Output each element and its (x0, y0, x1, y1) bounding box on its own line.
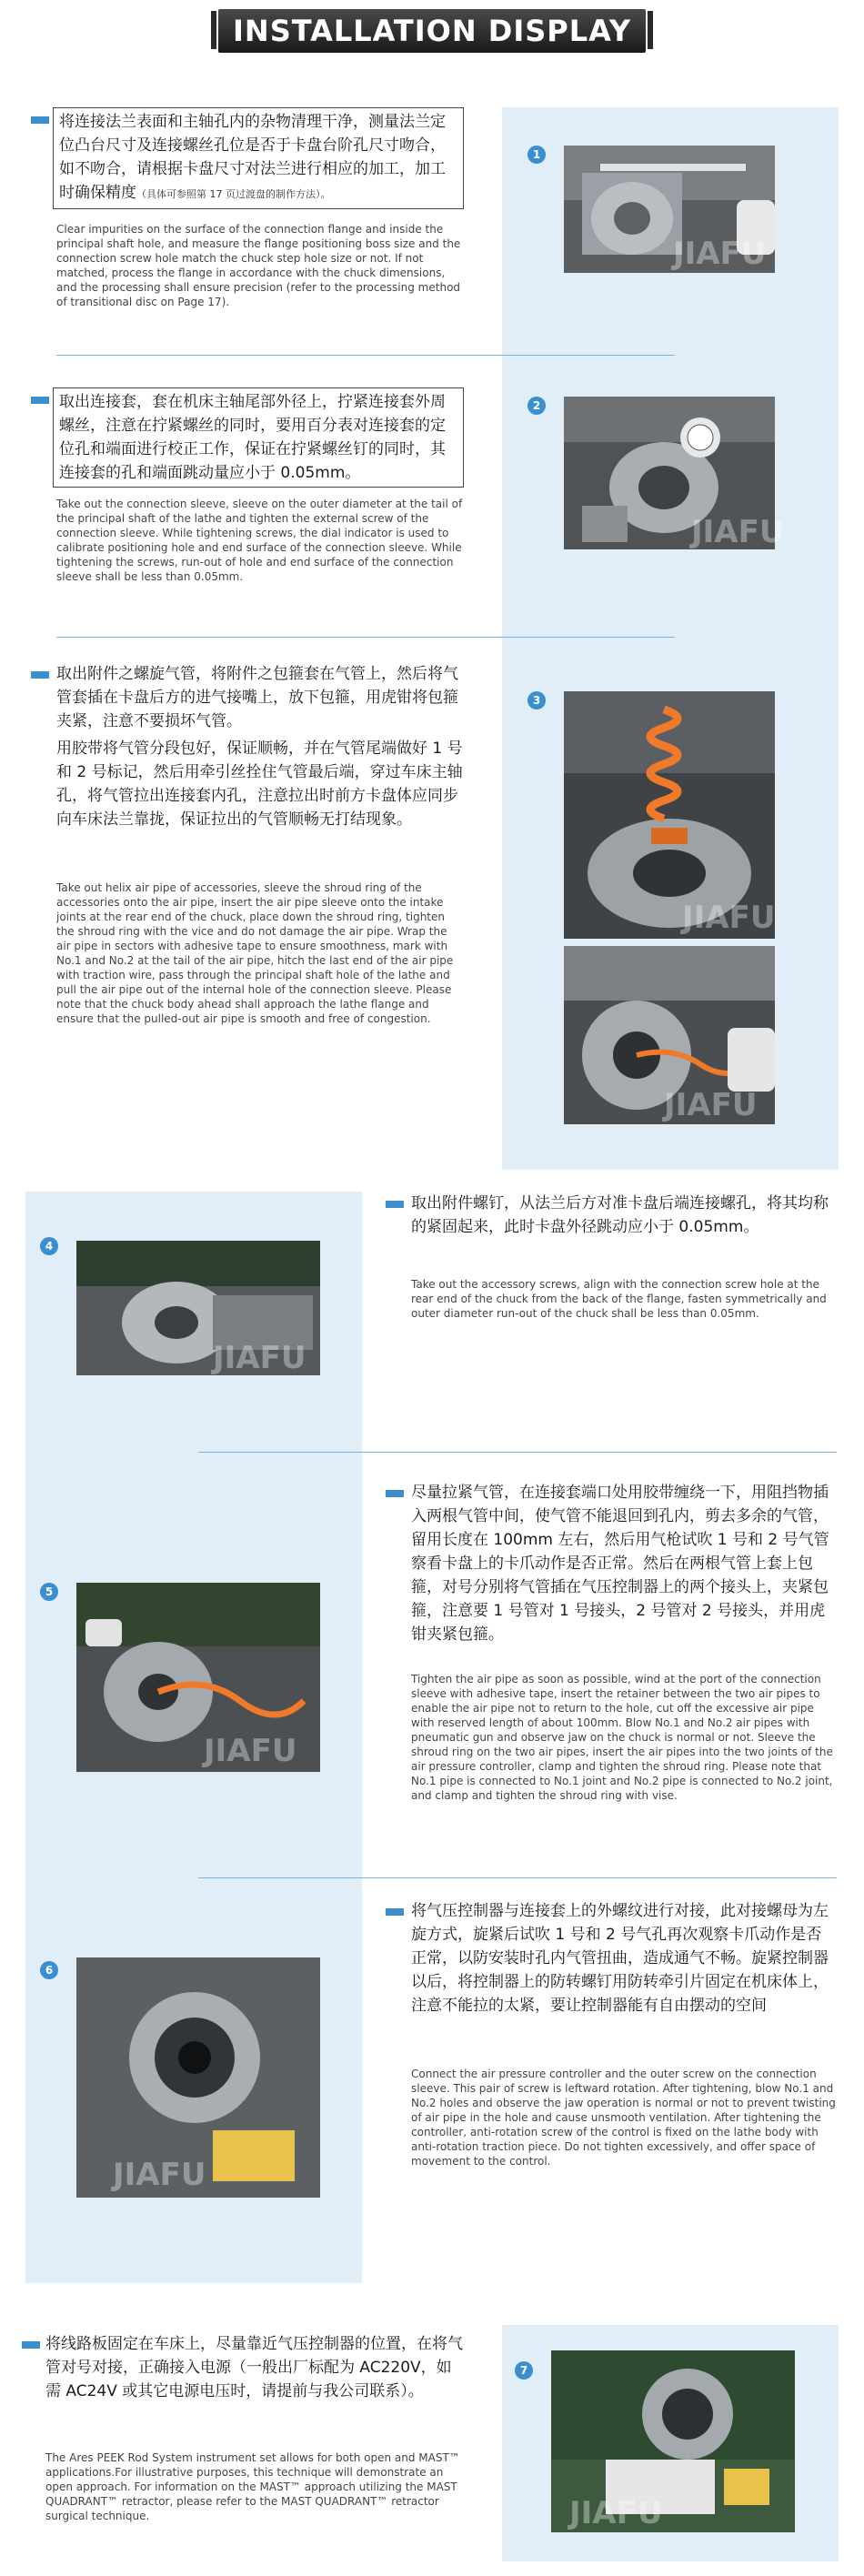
step-6-en: Connect the air pressure controller and the outer screw on the connection sleeve. This pair of screw is leftward rotation. After tightening, blow No.1 and No.2 holes and observe the jaw operation is normal or not to prevent twisting of air pipe in the hole and cause unsmooth ventilation. After tightening the controller, anti-rotation screw of the control is fixed on the lathe body with anti-rotation traction piece. Do not tighten excessively, and offer space of movement to the control. (411, 2068, 836, 2168)
step-6-illustration (76, 1957, 320, 2198)
step-4-marker (386, 1201, 404, 1208)
page-title: INSTALLATION DISPLAY (233, 14, 631, 48)
step-3-illustration-a (564, 691, 775, 939)
step-5-zh: 尽量拉紧气管，在连接套端口处用胶带缠绕一下，用阻挡物插入两根气管中间，使气管不能退回到孔内，剪去多余的气管，留用长度在 100mm 左右，然后用气枪试吹 1 号和 2 号气管察看卡盘上的卡爪动作是否正常。然后在两根气管上套上包箍，对号分别将气管插在气压控制器上的两个接头上，夹紧包箍，注意要 1 号管对 1 号接头，2 号管对 2 号接头，并用虎钳夹紧包箍。 (411, 1484, 829, 1644)
step-5-number: 5 (40, 1583, 58, 1601)
step-2-illustration (564, 397, 785, 550)
step-1-zh (53, 107, 464, 209)
step-7-illustration (551, 2350, 795, 2532)
page-header (0, 0, 864, 60)
step-1-zh-text: 将连接法兰表面和主轴孔内的杂物清理干净，测量法兰定位凸台尺寸及连接螺丝孔位是否于卡盘台阶孔尺寸吻合，如不吻合，请根据卡盘尺寸对法兰进行相应的加工，加工时确保精度 (59, 113, 446, 202)
step-4-zh: 取出附件螺钉，从法兰后方对准卡盘后端连接螺孔，将其均称的紧固起来，此时卡盘外径跳动应小于 0.05mm。 (411, 1194, 829, 1236)
step-1-watermark: JIAFU (673, 236, 767, 272)
step-4-number: 4 (40, 1237, 58, 1255)
step-2-photo (564, 397, 785, 550)
step-3-zh2: 用胶带将气管分段包好，保证顺畅，并在气管尾端做好 1 号和 2 号标记，然后用牵引丝拴住气管最后端，穿过车床主轴孔，将气管拉出连接套内孔，注意拉出时前方卡盘体应同步向车床法兰靠拢，保证拉出的气管顺畅无打结现象。 (56, 740, 463, 829)
step-7-watermark: JIAFU (569, 2495, 663, 2531)
step-2-marker (31, 397, 49, 404)
step-2-number: 2 (527, 397, 546, 415)
header-left-tick (211, 11, 216, 49)
step-7-number: 7 (515, 2361, 533, 2380)
step-5-illustration (76, 1583, 320, 1772)
step-3-photo-a (564, 691, 775, 939)
step-6-marker (386, 1908, 404, 1916)
step-3-watermark-a: JIAFU (682, 900, 776, 936)
step-1-number: 1 (527, 146, 546, 164)
step-6-number: 6 (40, 1961, 58, 1979)
step-3-photo-b (564, 946, 775, 1124)
step-3-watermark-b: JIAFU (664, 1087, 758, 1123)
step-4-en: Take out the accessory screws, align with the connection screw hole at the rear end of the chuck from the back of the flange, fasten symmetrically and outer diameter run-out of the chuck shall be less than 0.05mm. (411, 1278, 827, 1320)
step-7-photo (551, 2350, 795, 2532)
divider-3 (198, 1452, 837, 1453)
divider-4 (198, 1877, 837, 1878)
step-6-watermark: JIAFU (113, 2157, 206, 2193)
step-5-en: Tighten the air pipe as soon as possible, wind at the port of the connection sleeve with adhesive tape, insert the retainer between the two air pipes to enable the air pipe not to return to the hole, cut off the excessive air pipe with reserved length of about 100mm. Blow No.1 and No.2 air pipes with pneumatic gun and observe jaw on the chuck is normal or not. Sleeve the shroud ring on the two air pipes, insert the air pipes into the two joints of the air pressure controller, clamp and tighten the shroud ring. Please note that No.1 pipe is connected to No.1 joint and No.2 pipe is connected to No.2 joint, and clamp and tighten the shroud ring with vise. (411, 1673, 833, 1802)
step-5-photo (76, 1583, 320, 1772)
step-1-zh-note: （具体可参照第 17 页过渡盘的制作方法）。 (136, 188, 331, 200)
step-7-marker (22, 2341, 40, 2349)
step-1-illustration (564, 146, 775, 273)
step-3-en: Take out helix air pipe of accessories, sleeve the shroud ring of the accessories onto the air pipe, insert the air pipe sleeve onto the intake joints at the rear end of the chuck, place down the shroud ring, tighten the shroud ring with the vice and do not damage the air pipe. Wrap the air pipe in sectors with adhesive tape to ensure smoothness, mark with No.1 and No.2 at the tail of the air pipe, hitch the last end of the air pipe with traction wire, pass through the principal shaft hole of the lathe and pull the air pipe out of the internal hole of the connection sleeve. Please note that the chuck body ahead shall approach the lathe flange and ensure that the pulled-out air pipe is smooth and free of congestion. (56, 881, 454, 1025)
step-6-zh: 将气压控制器与连接套上的外螺纹进行对接，此对接螺母为左旋方式，旋紧后试吹 1 号和 2 号气孔再次观察卡爪动作是否正常，以防安装时孔内气管扭曲，造成通气不畅。旋紧控制器以后，将控制器上的防转螺钉用防转牵引片固定在机床体上，注意不能拉的太紧，要让控制器能有自由摆动的空间 (411, 1902, 829, 2015)
step-1-marker (31, 116, 49, 124)
step-7-zh: 将线路板固定在车床上，尽量靠近气压控制器的位置，在将气管对号对接，正确接入电源（一般出厂标配为 AC220V，如需 AC24V 或其它电源电压时，请提前与我公司联系）。 (45, 2335, 463, 2400)
step-3-zh: 取出附件之螺旋气管，将附件之包箍套在气管上，然后将气管套插在卡盘后方的进气接嘴上，放下包箍，用虎钳将包箍夹紧，注意不要损坏气管。 (56, 665, 458, 730)
step-4-watermark: JIAFU (213, 1340, 306, 1376)
step-4-photo (76, 1241, 320, 1375)
step-2-zh: 取出连接套，套在机床主轴尾部外径上，拧紧连接套外周螺丝，注意在拧紧螺丝的同时，要用百分表对连接套的定位孔和端面进行校正工作，保证在拧紧螺丝钉的同时，其连接套的孔和端面跳动量应小于 0.05mm。 (53, 387, 464, 488)
step-5-watermark: JIAFU (204, 1733, 297, 1769)
divider-1 (56, 355, 675, 356)
step-3-illustration-b (564, 946, 775, 1124)
step-1-photo (564, 146, 775, 273)
step-2-en: Take out the connection sleeve, sleeve on the outer diameter at the tail of the principal shaft of the lathe and tighten the external screw of the connection sleeve. While tightening screws, the dial indicator is used to calibrate positioning hole and end surface of the connection sleeve. While tightening the screws, run-out of hole and end surface of the connection sleeve shall be less than 0.05mm. (56, 498, 463, 583)
step-5-marker (386, 1490, 404, 1497)
step-1-en: Clear impurities on the surface of the connection flange and inside the principal shaft hole, and measure the flange positioning boss size and the connection screw hole match the chuck step hole size or not. If not matched, process the flange in accordance with the chuck dimensions, and the processing shall ensure precision (refer to the processing method of transitional disc on Page 17). (56, 223, 461, 308)
divider-2 (56, 637, 675, 638)
step-3-number: 3 (527, 691, 546, 709)
step-3-marker (31, 671, 49, 679)
step-6-photo (76, 1957, 320, 2198)
step-4-illustration (76, 1241, 320, 1375)
step-7-en: The Ares PEEK Rod System instrument set allows for both open and MAST™ applications.For illustrative purposes, this technique will demonstrate an open approach. For information on the MAST™ approach utilizing the MAST QUADRANT™ retractor, please refer to the MAST QUADRANT™ retractor surgical technique. (45, 2451, 460, 2522)
step-2-watermark: JIAFU (691, 514, 785, 550)
header-right-tick (648, 11, 653, 49)
